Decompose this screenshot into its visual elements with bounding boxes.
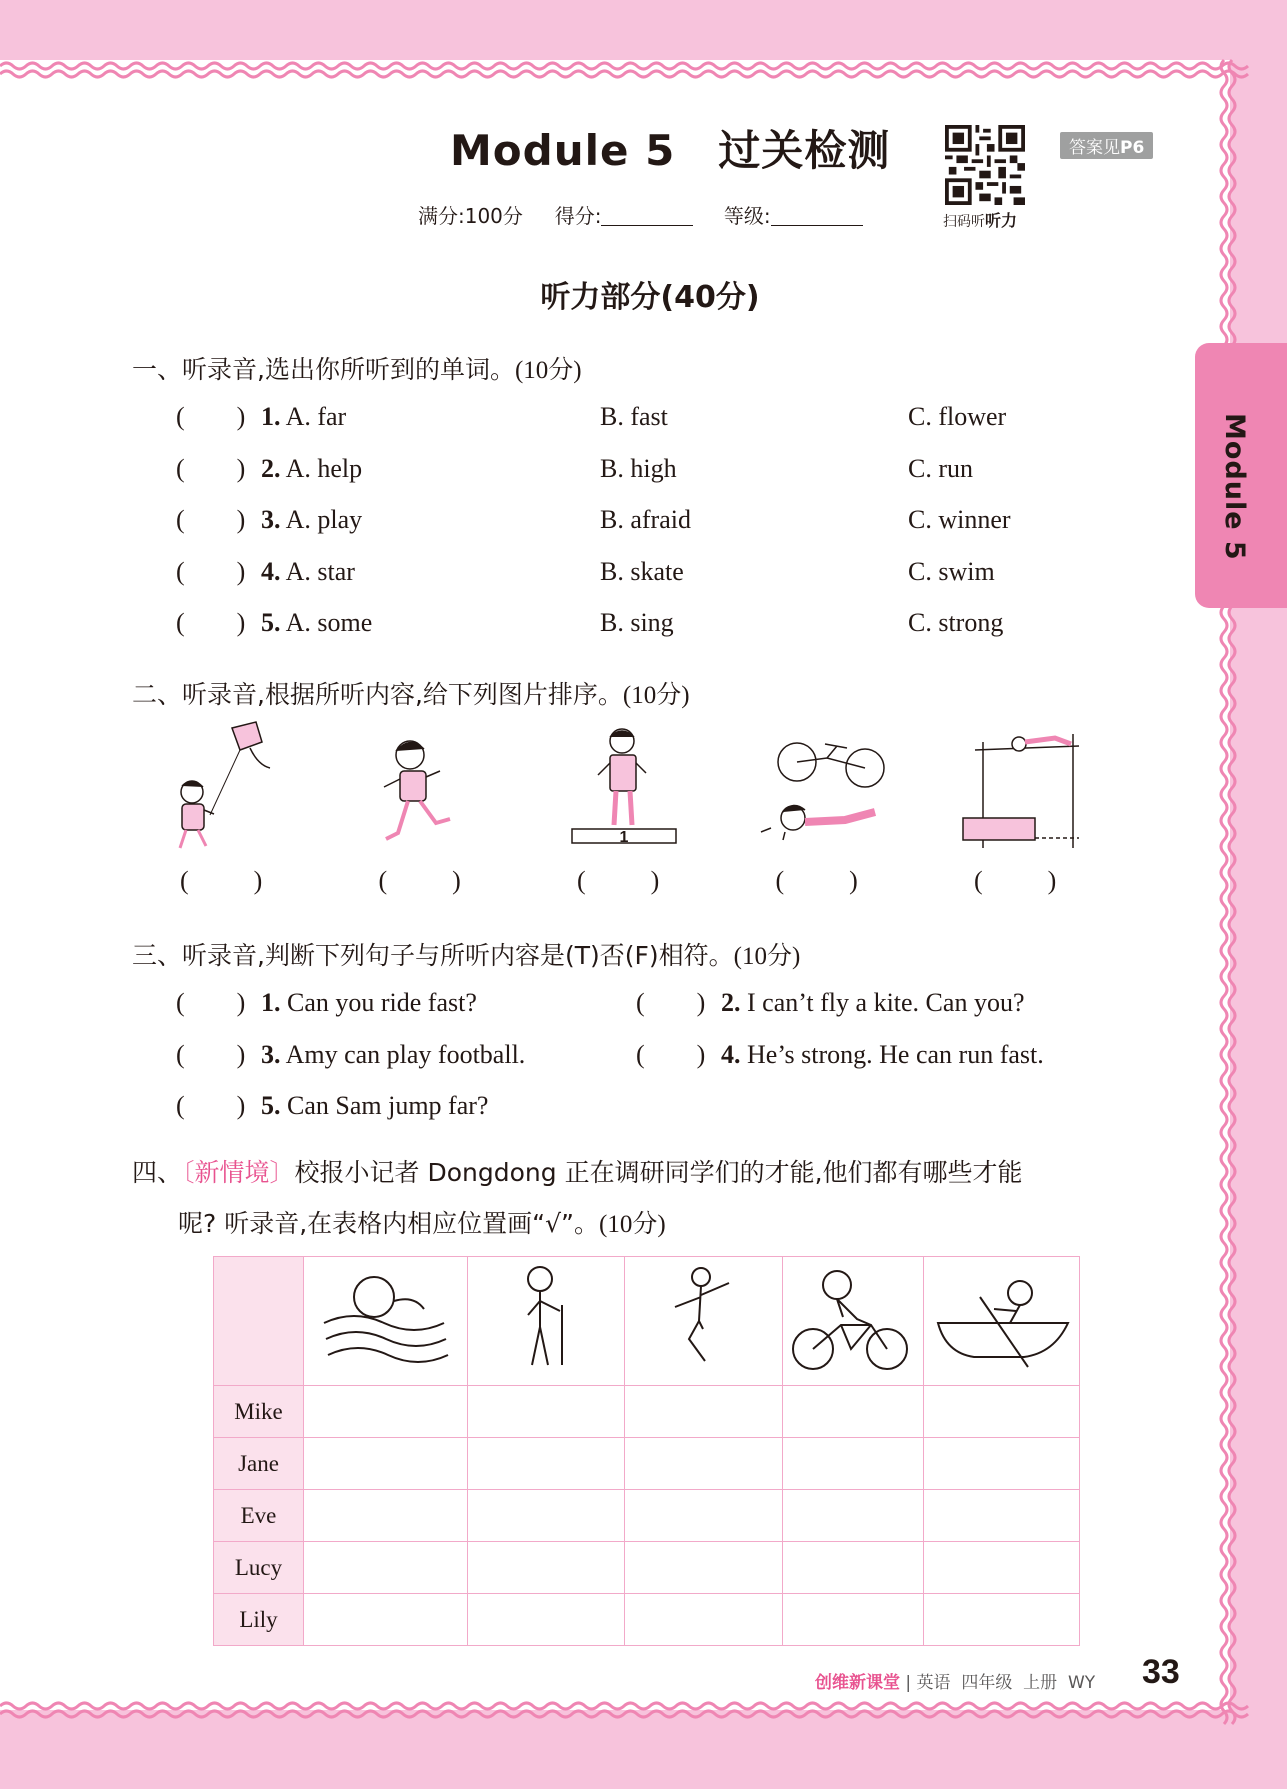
option-b: B. skate [600,556,684,586]
answer-blank[interactable]: ( ) [176,608,246,637]
tf-blank[interactable]: ( ) [176,988,246,1017]
section3-item-3 [176,1040,525,1070]
check-cell-swimming[interactable] [304,1386,468,1438]
section1-item-5 [176,608,372,638]
table-row [214,1594,1080,1646]
item-number: 3. [261,505,281,534]
answer-prefix: 答案见 [1069,138,1120,158]
check-cell-swimming[interactable] [304,1490,468,1542]
high-jump-picture [955,730,1085,855]
order-blank-winner-on-podium[interactable]: ( ) [577,866,660,895]
check-cell-rowing[interactable] [924,1386,1080,1438]
statement-text: Can you ride fast? [287,988,477,1017]
section3-item-5 [176,1091,488,1121]
tf-blank[interactable]: ( ) [176,1091,246,1120]
activity-header-row [214,1257,1080,1386]
check-cell-swimming[interactable] [304,1542,468,1594]
section2-title [132,675,690,711]
check-cell-rowing[interactable] [924,1594,1080,1646]
qr-label-bold: 听力 [985,211,1018,230]
option-a: A. far [285,402,347,431]
footer-edition: WY [1067,1673,1096,1693]
qr-code-icon[interactable] [945,125,1025,205]
item-number: 1. [261,988,281,1017]
order-blank-high-jump[interactable]: ( ) [974,866,1057,895]
item-number: 4. [261,556,281,586]
item-number: 5. [261,608,281,637]
check-cell-cycling[interactable] [783,1490,924,1542]
winner-podium-picture [570,725,680,855]
section1-points: (10分) [514,357,582,384]
section3-item-2 [636,988,1024,1018]
section4-points: (10分) [599,1211,666,1238]
full-score: 满分:100分 [418,204,523,228]
statement-text: Can Sam jump far? [287,1091,489,1120]
check-cell-dancing[interactable] [625,1490,783,1542]
footer-subject: 英语 [916,1673,951,1693]
swimming-icon [304,1257,467,1381]
score-line [418,200,887,229]
check-cell-cycling[interactable] [783,1438,924,1490]
order-blank-flying-kite[interactable]: ( ) [180,866,263,895]
section4-prefix: 四、 [132,1158,183,1187]
statement-text: Amy can play football. [285,1040,526,1069]
option-b: B. sing [600,608,674,637]
podium-number: 1 [619,829,629,846]
option-c: C. strong [908,608,1004,637]
student-name: Lily [214,1594,304,1646]
check-cell-dancing[interactable] [625,1542,783,1594]
option-b: B. fast [600,402,668,431]
check-cell-dancing[interactable] [625,1386,783,1438]
section2-points: (10分) [622,682,690,709]
section4-title [132,1153,1023,1189]
cycling-icon [783,1257,923,1381]
section1-item-2 [176,454,362,484]
section2-title-text: 二、听录音,根据所听内容,给下列图片排序。 [132,680,623,709]
running-boy-picture [370,735,480,855]
activity-swimming [304,1257,468,1386]
option-b: B. high [600,453,677,483]
check-cell-swimming[interactable] [304,1438,468,1490]
footer-brand: 创维新课堂 [815,1673,900,1693]
tf-blank[interactable]: ( ) [636,1040,706,1069]
section4-title-2 [178,1204,666,1240]
check-cell-rowing[interactable] [924,1438,1080,1490]
activity-walking [468,1257,625,1386]
answer-blank[interactable]: ( ) [176,402,246,431]
option-b: B. afraid [600,505,691,534]
score-label: 得分: [554,204,602,228]
check-cell-dancing[interactable] [625,1438,783,1490]
module-side-tab [1195,343,1287,608]
section1-title [132,350,582,386]
section1-item-3 [176,505,362,535]
order-blank-running-boy[interactable]: ( ) [378,866,461,895]
answer-page: P6 [1120,138,1145,158]
new-context-tag: 〔新情境〕 [182,1158,295,1187]
section3-points: (10分) [733,943,801,970]
student-name: Jane [214,1438,304,1490]
student-name: Mike [214,1386,304,1438]
table-row [214,1542,1080,1594]
activity-cycling [783,1257,924,1386]
answer-blank[interactable]: ( ) [176,556,246,586]
student-name: Eve [214,1490,304,1542]
student-name: Lucy [214,1542,304,1594]
grade-label: 等级: [723,204,771,228]
option-a: A. star [285,556,355,586]
section1-item-1 [176,402,346,432]
check-cell-walking-with-stick[interactable] [468,1438,625,1490]
page-number: 33 [1142,1653,1180,1691]
check-cell-rowing[interactable] [924,1490,1080,1542]
activity-rowing [924,1257,1080,1386]
footer-grade: 四年级 [961,1673,1013,1693]
corner-cell [214,1257,304,1386]
score-blank[interactable] [601,225,693,226]
grade-blank[interactable] [771,225,863,226]
section3-title [132,936,800,972]
table-row [214,1386,1080,1438]
talent-table [213,1256,1080,1646]
part-title: 听力部分(40分) [540,280,760,315]
dancing-icon [625,1257,782,1381]
rowing-icon [924,1257,1079,1381]
answer-blank[interactable]: ( ) [176,505,246,534]
section4-title-line1: 校报小记者 Dongdong 正在调研同学们的才能,他们都有哪些才能 [294,1158,1023,1187]
walking-stick-icon [468,1257,624,1381]
check-cell-cycling[interactable] [783,1542,924,1594]
option-c: C. winner [908,505,1011,534]
item-number: 1. [261,402,281,431]
option-a: A. some [285,608,373,637]
item-number: 3. [261,1040,281,1069]
order-blank-fallen-cyclist[interactable]: ( ) [775,866,858,895]
answer-blank[interactable]: ( ) [176,453,246,483]
footer-term: 上册 [1023,1673,1058,1693]
activity-dancing [625,1257,783,1386]
qr-label [943,208,1017,231]
table-row [214,1490,1080,1542]
item-number: 2. [721,988,741,1017]
qr-label-prefix: 扫码听 [943,214,985,230]
item-number: 5. [261,1091,281,1120]
check-cell-rowing[interactable] [924,1542,1080,1594]
option-c: C. run [908,453,973,483]
option-c: C. swim [908,556,995,586]
option-c: C. flower [908,402,1007,431]
side-tab-label: Module 5 [1219,413,1250,561]
section3-title-text: 三、听录音,判断下列句子与所听内容是(T)否(F)相符。 [132,941,734,970]
page-title: Module 5 过关检测 [450,126,891,175]
section1-item-4 [176,557,355,587]
statement-text: I can’t fly a kite. Can you? [747,988,1025,1017]
check-cell-walking-with-stick[interactable] [468,1490,625,1542]
section3-item-4 [636,1040,1044,1070]
page-footer: 创维新课堂 | 英语 四年级 上册 WY [815,1673,1096,1693]
table-row [214,1438,1080,1490]
check-cell-swimming[interactable] [304,1594,468,1646]
fallen-cyclist-picture [755,740,895,855]
section3-item-1 [176,988,477,1018]
item-number: 2. [261,453,281,483]
statement-text: He’s strong. He can run fast. [747,1040,1044,1069]
section4-title-line2: 呢? 听录音,在表格内相应位置画“√”。 [178,1209,599,1238]
answer-badge [1060,132,1153,159]
check-cell-dancing[interactable] [625,1594,783,1646]
check-cell-walking-with-stick[interactable] [468,1386,625,1438]
check-cell-cycling[interactable] [783,1386,924,1438]
option-a: A. play [285,505,363,534]
check-cell-walking-with-stick[interactable] [468,1594,625,1646]
check-cell-cycling[interactable] [783,1594,924,1646]
option-a: A. help [285,453,363,483]
section1-title-text: 一、听录音,选出你所听到的单词。 [132,355,515,384]
check-cell-walking-with-stick[interactable] [468,1542,625,1594]
tf-blank[interactable]: ( ) [636,988,706,1017]
tf-blank[interactable]: ( ) [176,1040,246,1069]
item-number: 4. [721,1040,741,1069]
flying-kite-picture [170,720,290,860]
